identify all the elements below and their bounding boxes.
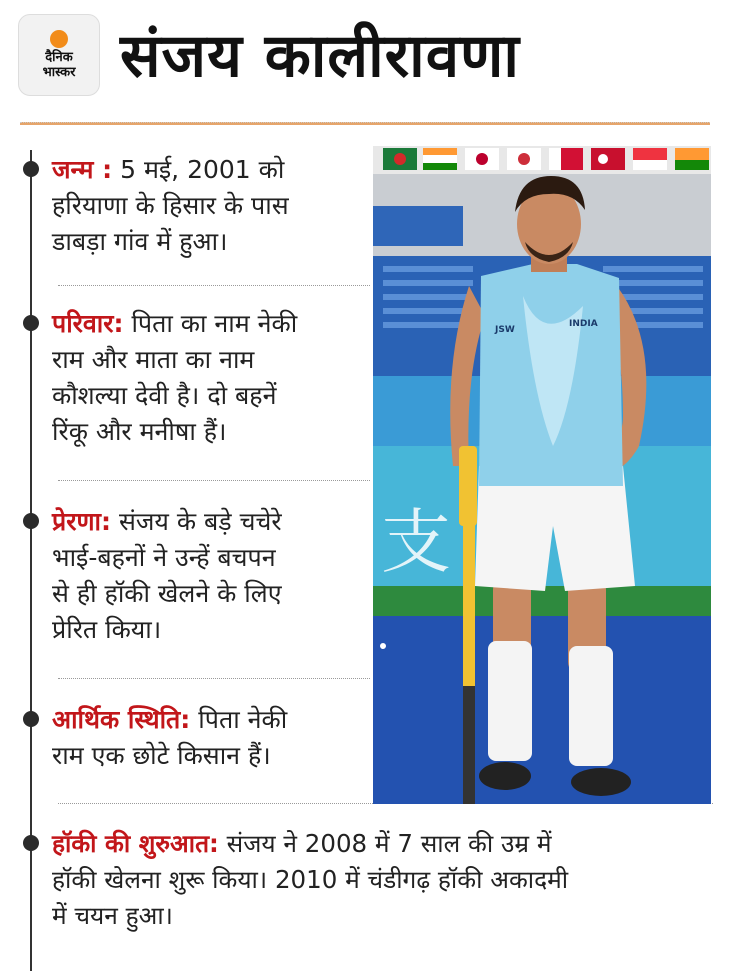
separator [58, 285, 370, 287]
brand-line-1: दैनिक [45, 50, 73, 65]
timeline-dot [23, 711, 39, 727]
sponsor-text: JSW [495, 325, 515, 335]
item-text [52, 152, 362, 260]
item-label: जन्म : [52, 155, 113, 184]
item-text [52, 702, 367, 774]
item-line: में चयन हुआ। [52, 901, 173, 930]
item-label: परिवार: [52, 309, 124, 338]
item-line: हरियाणा के हिसार के पास [52, 191, 289, 220]
item-line: पिता का नाम नेकी [131, 309, 298, 338]
jersey-text: INDIA [569, 319, 598, 329]
item-line: संजय के बड़े चचेरे [118, 507, 282, 536]
page-title: संजय कालीरावणा [120, 21, 520, 91]
timeline-dot [23, 315, 39, 331]
brand-line-2: भास्कर [42, 65, 76, 80]
item-line: राम एक छोटे किसान हैं। [52, 741, 271, 770]
header-divider [20, 122, 710, 125]
sun-logo-icon [50, 30, 68, 48]
item-line: रिंकू और मनीषा हैं। [52, 417, 227, 446]
item-line: संजय ने 2008 में 7 साल की उम्र में [226, 829, 552, 858]
item-line: डाबड़ा गांव में हुआ। [52, 227, 228, 256]
item-text [52, 826, 722, 934]
item-line: भाई-बहनों ने उन्हें बचपन [52, 543, 276, 572]
separator [58, 480, 370, 482]
item-line: कौशल्या देवी है। दो बहनें [52, 381, 277, 410]
item-label: हॉकी की शुरुआत: [52, 829, 219, 858]
item-line: पिता नेकी [198, 705, 288, 734]
dainik-bhaskar-logo [18, 14, 100, 96]
item-line: 5 मई, 2001 को [120, 155, 285, 184]
timeline-dot [23, 161, 39, 177]
timeline-dot [23, 513, 39, 529]
item-line: से ही हॉकी खेलने के लिए [52, 579, 282, 608]
item-line: हॉकी खेलना शुरू किया। 2010 में चंडीगढ़ हॉकी अकादमी [52, 865, 569, 894]
item-label: आर्थिक स्थिति: [52, 705, 191, 734]
timeline-dot [23, 835, 39, 851]
item-line: राम और माता का नाम [52, 345, 255, 374]
banner-text: 支 [381, 501, 451, 583]
item-text [52, 504, 367, 648]
item-label: प्रेरणा: [52, 507, 111, 536]
item-line: प्रेरित किया। [52, 615, 162, 644]
separator [58, 678, 370, 680]
item-text [52, 306, 367, 450]
player-photo [373, 146, 711, 804]
